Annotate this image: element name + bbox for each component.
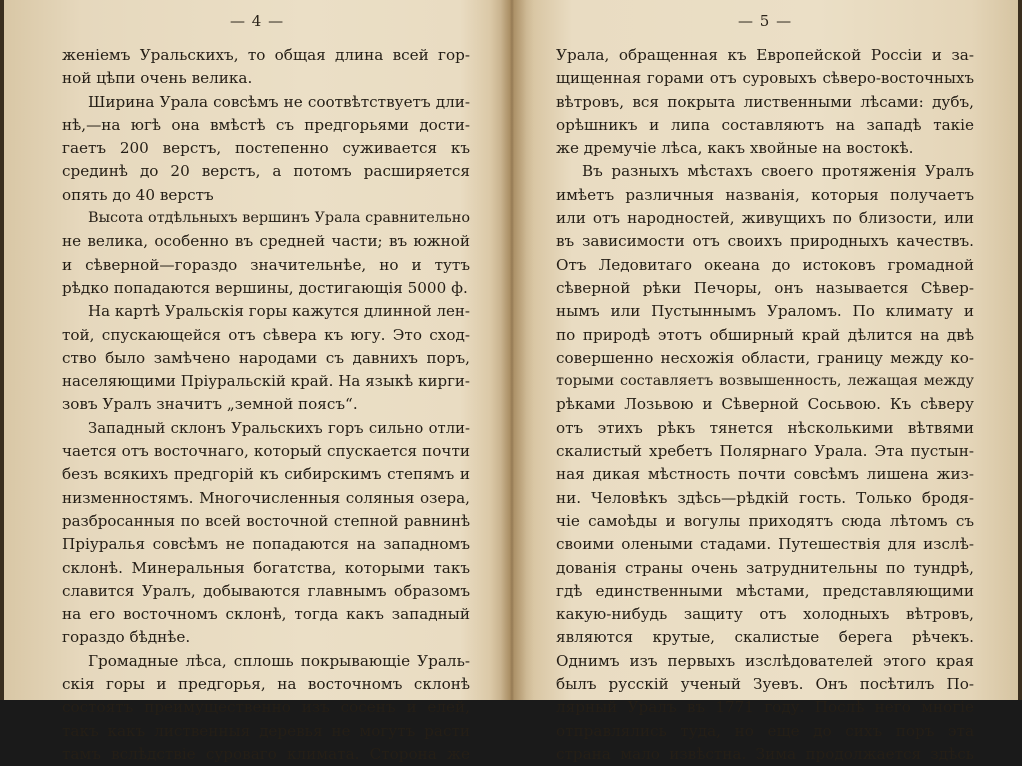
text-line: Однимъ изъ первыхъ изслѣдователей этого края [556, 651, 974, 670]
text-line: отправлялись туда, но еще до сихъ поръ эта [556, 721, 974, 740]
text-line: разбросанныя по всей восточной степной равнинѣ [62, 511, 470, 530]
text-line: Громадные лѣса, сплошь покрывающіе Ураль- [88, 651, 470, 670]
text-line: совершенно несхожія области, границу между ко- [556, 348, 974, 367]
text-line: являются крутые, скалистые берега рѣчекъ. [556, 628, 974, 647]
text-line: гдѣ единственными мѣстами, представляющими [556, 581, 974, 600]
text-line: состоятъ преимущественно изъ сосенъ и елей, [62, 698, 470, 717]
right-page [512, 0, 1022, 763]
text-line: нымъ или Пустыннымъ Ураломъ. По климату и [556, 302, 974, 321]
text-line: щищенная горами отъ суровыхъ сѣверо-восточныхъ [556, 69, 974, 88]
text-line: не велика, особенно въ средней части; въ южной [62, 232, 470, 251]
left-page-number: — 4 — [230, 12, 285, 30]
text-line: тамъ вслѣдствіе суроваго климата. Сторона же [62, 744, 470, 763]
text-line: гаетъ 200 верстъ, постепенно суживается къ [62, 139, 470, 158]
text-line: торыми составляетъ возвышенность, лежащая между [556, 373, 974, 390]
text-line: рѣдко попадаются вершины, достигающія 5000 ф. [62, 278, 468, 297]
text-line: рѣками Лозьвою и Сѣверной Сосьвою. Къ сѣверу [556, 395, 974, 414]
text-line: лярный Уралъ въ 1771 году. Послѣ него многіе [556, 698, 974, 717]
text-line: славится Уралъ, добываются главнымъ образомъ [62, 581, 470, 600]
text-line: ни. Человѣкъ здѣсь—рѣдкій гость. Только бродя- [556, 488, 974, 507]
text-line: Высота отдѣльныхъ вершинъ Урала сравнительно [88, 210, 470, 227]
text-line: срединѣ до 20 верстъ, а потомъ расширяется [62, 162, 470, 181]
text-line: Въ разныхъ мѣстахъ своего протяженія Уралъ [582, 162, 974, 181]
text-line: склонѣ. Минеральныя богатства, которыми такъ [62, 558, 470, 577]
text-line: гораздо бѣднѣе. [62, 628, 191, 647]
text-line: на его восточномъ склонѣ, тогда какъ западный [62, 605, 470, 624]
text-line: Отъ Ледовитаго океана до истоковъ громадной [556, 255, 974, 274]
text-line: На картѣ Уральскія горы кажутся длинной лен- [88, 302, 470, 321]
text-line: своими олеными стадами. Путешествія для изслѣ- [556, 535, 974, 554]
text-line: ная дикая мѣстность почти совсѣмъ лишена жиз- [556, 465, 974, 484]
text-line: же дремучіе лѣса, какъ хвойные на востокѣ. [556, 139, 914, 158]
text-line: Ширина Урала совсѣмъ не соотвѣтствуетъ дли- [88, 92, 470, 111]
text-line: и сѣверной—гораздо значительнѣе, но и тутъ [62, 255, 470, 274]
text-line: по природѣ этотъ обширный край дѣлится на двѣ [556, 325, 974, 344]
text-line: сѣверной рѣки Печоры, онъ называется Сѣвер- [556, 278, 974, 297]
text-line: скалистый хребетъ Полярнаго Урала. Эта пустын- [556, 442, 974, 461]
text-line: женіемъ Уральскихъ, то общая длина всей гор- [62, 46, 470, 64]
text-line: чіе самоѣды и вогулы приходятъ сюда лѣтомъ съ [556, 511, 974, 530]
text-line: опять до 40 верстъ [62, 185, 214, 204]
text-line: или отъ народностей, живущихъ по близости, или [556, 209, 974, 228]
text-line: вѣтровъ, вся покрыта лиственными лѣсами: дубъ, [556, 92, 974, 111]
text-line: такъ какъ лиственныя деревья не могутъ расти [62, 721, 470, 740]
text-line: страна мало извѣстна. Зима продолжается здѣсь [556, 744, 974, 763]
left-page-text [62, 44, 470, 766]
text-line: безъ всякихъ предгорій къ сибирскимъ степямъ и [62, 465, 470, 484]
text-line: той, спускающейся отъ сѣвера къ югу. Это сход- [62, 325, 470, 344]
text-line: орѣшникъ и липа составляютъ на западѣ такіе [556, 115, 974, 134]
left-page [0, 0, 510, 763]
text-line: былъ русскій ученый Зуевъ. Онъ посѣтилъ По- [556, 675, 974, 694]
text-line: скія горы и предгорья, на восточномъ склонѣ [62, 675, 470, 694]
text-line: ной цѣпи очень велика. [62, 69, 253, 88]
text-line: въ зависимости отъ своихъ природныхъ качествъ. [556, 232, 974, 251]
text-line: имѣетъ различныя названія, которыя получаетъ [556, 185, 974, 204]
text-line: Урала, обращенная къ Европейской Россіи и за- [556, 46, 974, 64]
text-line: низменностямъ. Многочисленныя соляныя озера, [62, 488, 470, 507]
text-line: зовъ Уралъ значитъ „земной поясъ“. [62, 395, 358, 414]
right-page-text [556, 44, 974, 766]
right-page-edge [1018, 0, 1022, 700]
text-line: Западный склонъ Уральскихъ горъ сильно отли- [88, 419, 470, 437]
text-line: дованія страны очень затруднительны по тундрѣ, [556, 558, 974, 577]
text-line: отъ этихъ рѣкъ тянется нѣсколькими вѣтвями [556, 418, 974, 437]
text-line: нѣ,—на югѣ она вмѣстѣ съ предгорьями дости- [62, 115, 470, 134]
text-line: ство было замѣчено народами съ давнихъ поръ, [62, 348, 470, 367]
text-line: какую-нибудь защиту отъ холодныхъ вѣтровъ, [556, 605, 974, 624]
right-page-number: — 5 — [738, 12, 793, 30]
text-line: Пріуралья совсѣмъ не попадаются на западномъ [62, 535, 470, 554]
text-line: чается отъ восточнаго, который спускается почти [62, 442, 470, 461]
text-line: населяющими Пріуральскій край. На языкѣ кирги- [62, 372, 470, 391]
